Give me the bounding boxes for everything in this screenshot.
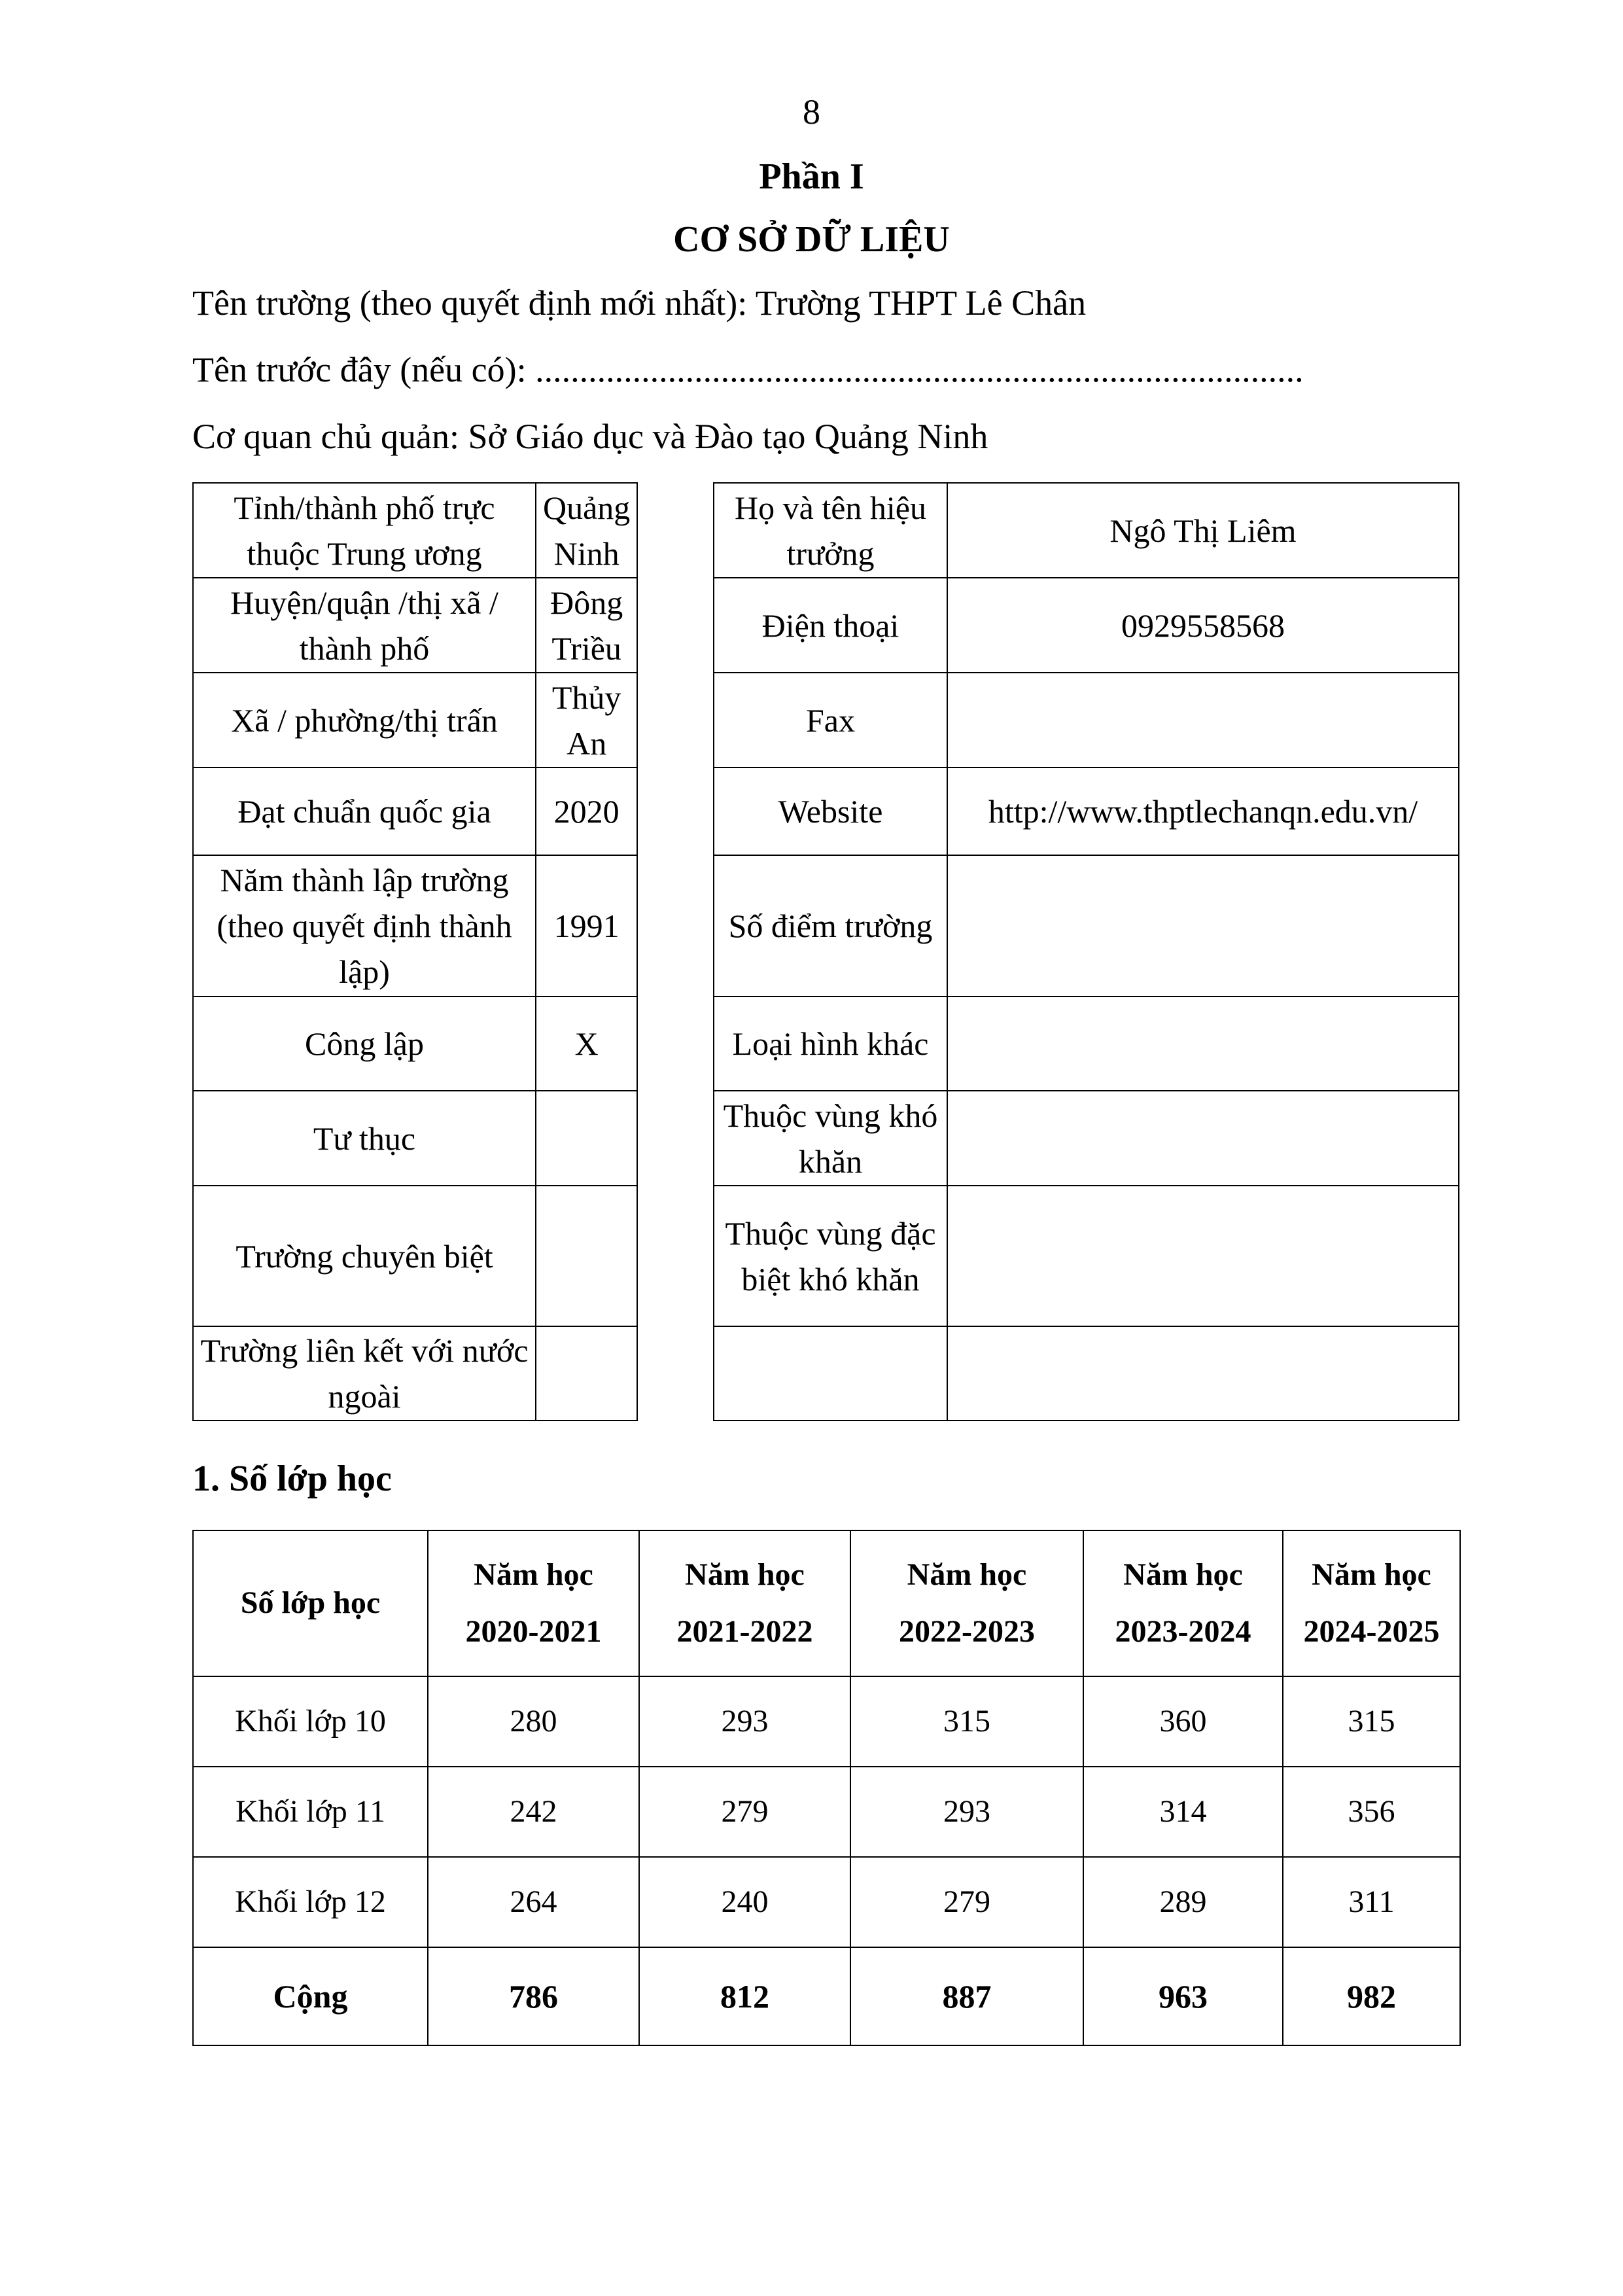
info-value: Quảng Ninh bbox=[536, 483, 637, 578]
info-label: Điện thoại bbox=[714, 578, 947, 673]
cell-value: 812 bbox=[639, 1947, 850, 2045]
cell-value: 279 bbox=[639, 1767, 850, 1857]
table-row bbox=[193, 1676, 1460, 1767]
main-title: CƠ SỞ DỮ LIỆU bbox=[673, 219, 950, 260]
column-header: Năm học 2024-2025 bbox=[1283, 1530, 1460, 1676]
info-value bbox=[947, 855, 1459, 997]
section-heading-classes: 1. Số lớp học bbox=[192, 1458, 392, 1499]
cell-value: 280 bbox=[428, 1676, 639, 1767]
info-value bbox=[947, 1186, 1459, 1326]
table-row bbox=[193, 768, 637, 855]
table-row bbox=[193, 1767, 1460, 1857]
info-label: Thuộc vùng khó khăn bbox=[714, 1091, 947, 1186]
info-label: Fax bbox=[714, 673, 947, 768]
info-label: Website bbox=[714, 768, 947, 855]
info-label: Thuộc vùng đặc biệt khó khăn bbox=[714, 1186, 947, 1326]
info-label: Xã / phường/thị trấn bbox=[193, 673, 536, 768]
info-label: Tư thục bbox=[193, 1091, 536, 1186]
row-label: Khối lớp 10 bbox=[193, 1676, 428, 1767]
info-value bbox=[536, 1186, 637, 1326]
school-info-table-right bbox=[713, 482, 1459, 1421]
cell-value: 315 bbox=[850, 1676, 1083, 1767]
cell-value: 786 bbox=[428, 1947, 639, 2045]
info-value: X bbox=[536, 997, 637, 1091]
cell-value: 264 bbox=[428, 1857, 639, 1947]
row-label: Cộng bbox=[193, 1947, 428, 2045]
cell-value: 356 bbox=[1283, 1767, 1460, 1857]
table-row bbox=[193, 673, 637, 768]
cell-value: 315 bbox=[1283, 1676, 1460, 1767]
info-value: 0929558568 bbox=[947, 578, 1459, 673]
info-value: Đông Triều bbox=[536, 578, 637, 673]
info-label: Trường liên kết với nước ngoài bbox=[193, 1326, 536, 1421]
info-value: 2020 bbox=[536, 768, 637, 855]
cell-value: 293 bbox=[639, 1676, 850, 1767]
table-row bbox=[714, 483, 1459, 578]
column-header: Năm học 2021-2022 bbox=[639, 1530, 850, 1676]
cell-value: 242 bbox=[428, 1767, 639, 1857]
table-row bbox=[714, 1186, 1459, 1326]
table-row bbox=[714, 578, 1459, 673]
info-value bbox=[536, 1091, 637, 1186]
info-label: Năm thành lập trường (theo quyết định thành lập) bbox=[193, 855, 536, 997]
table-row bbox=[714, 855, 1459, 997]
cell-value: 963 bbox=[1083, 1947, 1283, 2045]
info-label: Họ và tên hiệu trưởng bbox=[714, 483, 947, 578]
cell-value: 289 bbox=[1083, 1857, 1283, 1947]
info-value bbox=[947, 673, 1459, 768]
table-row bbox=[193, 1857, 1460, 1947]
info-label: Tỉnh/thành phố trực thuộc Trung ương bbox=[193, 483, 536, 578]
info-label: Loại hình khác bbox=[714, 997, 947, 1091]
info-label: Công lập bbox=[193, 997, 536, 1091]
row-label: Khối lớp 11 bbox=[193, 1767, 428, 1857]
table-row bbox=[714, 1326, 1459, 1421]
cell-value: 240 bbox=[639, 1857, 850, 1947]
table-row bbox=[193, 855, 637, 997]
info-value: http://www.thptlechanqn.edu.vn/ bbox=[947, 768, 1459, 855]
column-header: Năm học 2020-2021 bbox=[428, 1530, 639, 1676]
table-row bbox=[714, 1091, 1459, 1186]
table-row bbox=[193, 483, 637, 578]
info-value: Ngô Thị Liêm bbox=[947, 483, 1459, 578]
cell-value: 887 bbox=[850, 1947, 1083, 2045]
former-name-line: Tên trước đây (nếu có): ....................................................................................... bbox=[192, 350, 1304, 389]
info-value: 1991 bbox=[536, 855, 637, 997]
page-number: 8 bbox=[803, 92, 820, 132]
info-value: Thủy An bbox=[536, 673, 637, 768]
table-row bbox=[193, 1091, 637, 1186]
info-value bbox=[536, 1326, 637, 1421]
table-row bbox=[193, 997, 637, 1091]
managing-agency-line: Cơ quan chủ quản: Sở Giáo dục và Đào tạo Quảng Ninh bbox=[192, 417, 988, 456]
school-info-table-left bbox=[192, 482, 638, 1421]
cell-value: 360 bbox=[1083, 1676, 1283, 1767]
cell-value: 314 bbox=[1083, 1767, 1283, 1857]
part-title: Phần I bbox=[759, 156, 864, 197]
table-row bbox=[714, 997, 1459, 1091]
info-label bbox=[714, 1326, 947, 1421]
table-row bbox=[714, 768, 1459, 855]
column-header: Năm học 2023-2024 bbox=[1083, 1530, 1283, 1676]
table-row bbox=[193, 1186, 637, 1326]
info-value bbox=[947, 997, 1459, 1091]
table-row bbox=[714, 673, 1459, 768]
cell-value: 293 bbox=[850, 1767, 1083, 1857]
info-label: Huyện/quận /thị xã / thành phố bbox=[193, 578, 536, 673]
school-name-line: Tên trường (theo quyết định mới nhất): Trường THPT Lê Chân bbox=[192, 283, 1087, 323]
column-header: Số lớp học bbox=[193, 1530, 428, 1676]
cell-value: 982 bbox=[1283, 1947, 1460, 2045]
cell-value: 311 bbox=[1283, 1857, 1460, 1947]
info-value bbox=[947, 1326, 1459, 1421]
info-label: Trường chuyên biệt bbox=[193, 1186, 536, 1326]
info-label: Số điểm trường bbox=[714, 855, 947, 997]
row-label: Khối lớp 12 bbox=[193, 1857, 428, 1947]
column-header: Năm học 2022-2023 bbox=[850, 1530, 1083, 1676]
table-row bbox=[193, 1326, 637, 1421]
info-value bbox=[947, 1091, 1459, 1186]
info-label: Đạt chuẩn quốc gia bbox=[193, 768, 536, 855]
class-count-table bbox=[192, 1530, 1461, 2046]
cell-value: 279 bbox=[850, 1857, 1083, 1947]
table-header-row bbox=[193, 1530, 1460, 1676]
table-row bbox=[193, 578, 637, 673]
total-row bbox=[193, 1947, 1460, 2045]
